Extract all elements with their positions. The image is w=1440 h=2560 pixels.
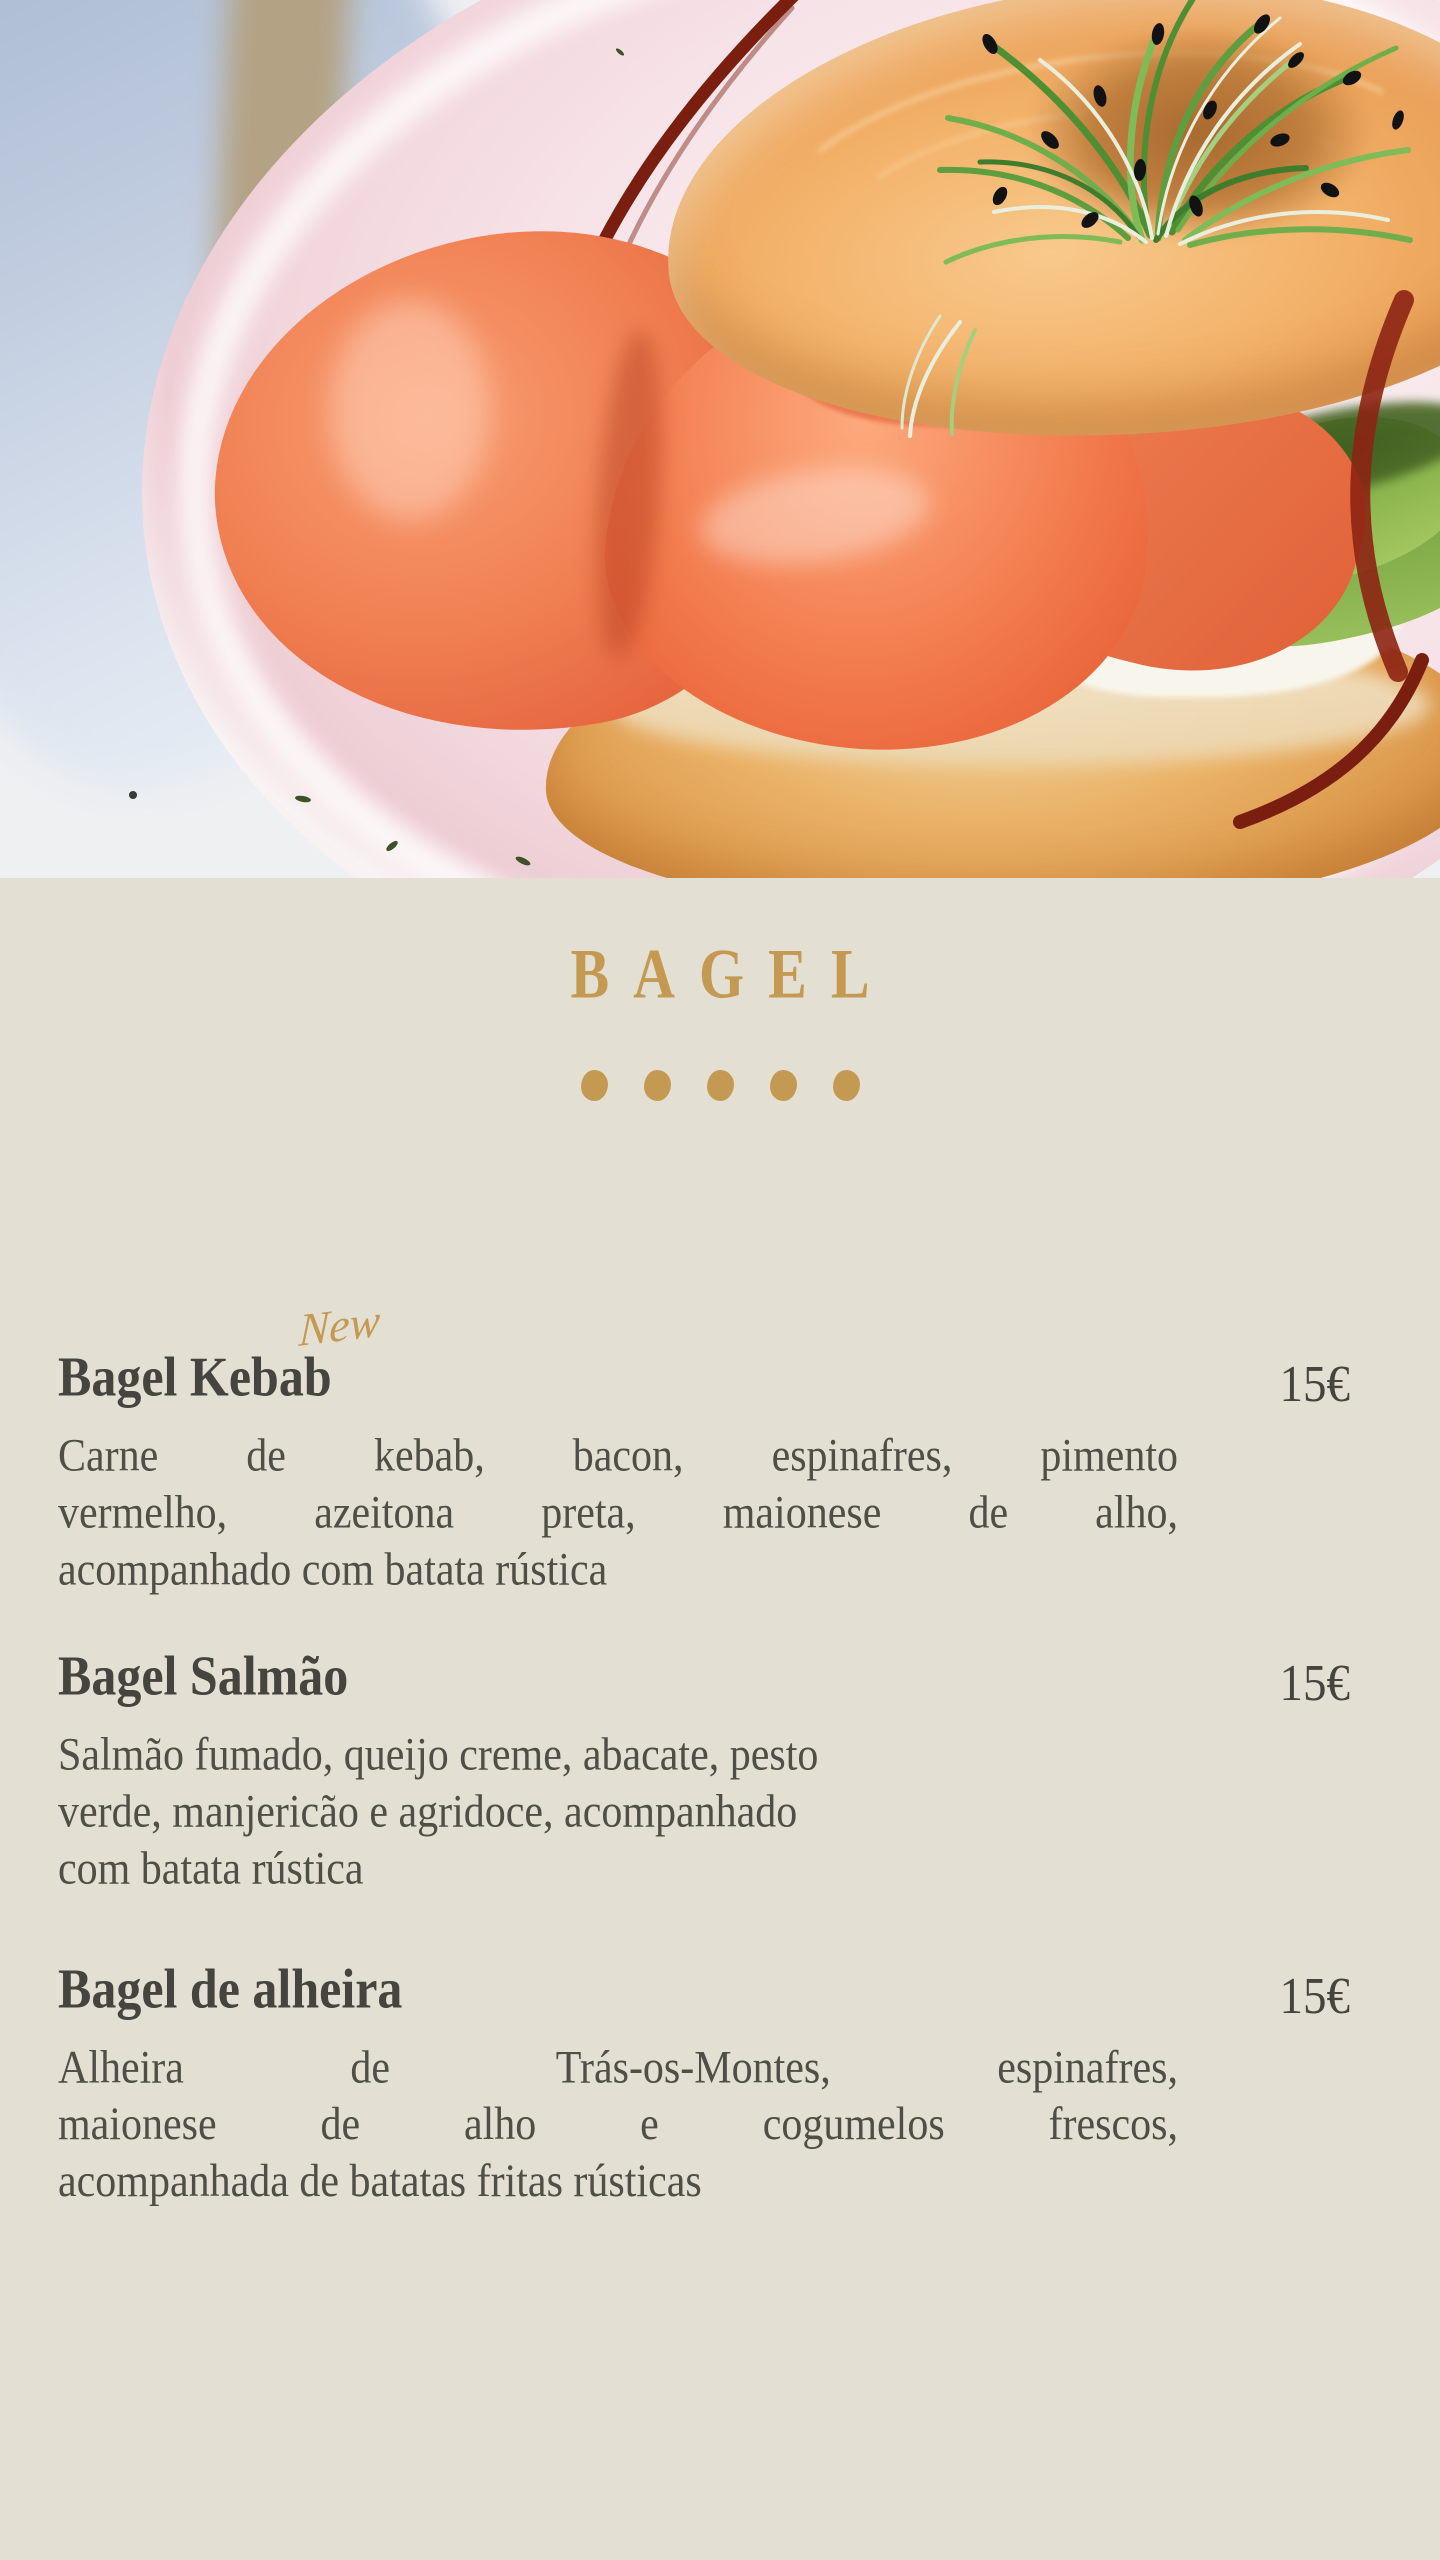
sprouts-garnish [902,0,1410,436]
item-header-row [58,1344,1350,1414]
menu-item-bagel-salmao [58,1643,1350,1898]
description-line: verde, manjericão e agridoce, acompanhado [58,1786,798,1838]
description-line: acompanhado com batata rústica [58,1544,608,1596]
menu-section [0,878,1440,2560]
item-header-row [58,1643,1350,1713]
dot [707,1070,734,1101]
item-name: Bagel Kebab [58,1344,332,1408]
hero-photo [0,0,1440,878]
description-line: acompanhada de batatas fritas rústicas [58,2156,702,2208]
sesame-seeds [979,12,1406,231]
item-description [58,1428,1350,1599]
dot [770,1070,797,1101]
description-line: Carne de kebab, bacon, espinafres, pimento [58,1430,1178,1482]
item-name: Bagel de alheira [58,1956,403,2020]
description-line: Salmão fumado, queijo creme, abacate, pesto [58,1729,819,1781]
description-line: vermelho, azeitona preta, maionese de alho, [58,1487,1178,1539]
dot [581,1070,608,1101]
menu-item-bagel-de-alheira [58,1956,1350,2211]
item-description [58,1727,1350,1898]
section-title: BAGEL [570,933,894,1014]
description-line: com batata rústica [58,1843,364,1895]
item-price: 15€ [1279,1967,1350,2026]
dot [644,1070,671,1101]
description-line: Alheira de Trás-os-Montes, espinafres, [58,2042,1178,2094]
item-name: Bagel Salmão [58,1643,349,1707]
sauce-swirl-right [1240,300,1422,822]
menu-item-bagel-kebab [58,1294,1350,1599]
item-price: 15€ [1279,1355,1350,1414]
hero-overlay-decoration [0,0,1440,878]
menu-list [58,1294,1350,2211]
new-badge: New [298,1294,382,1356]
item-description [58,2040,1350,2211]
item-header-row [58,1956,1350,2026]
title-dots [0,1070,1440,1101]
item-price: 15€ [1279,1654,1350,1713]
description-line: maionese de alho e cogumelos frescos, [58,2099,1178,2151]
dot [833,1070,860,1101]
